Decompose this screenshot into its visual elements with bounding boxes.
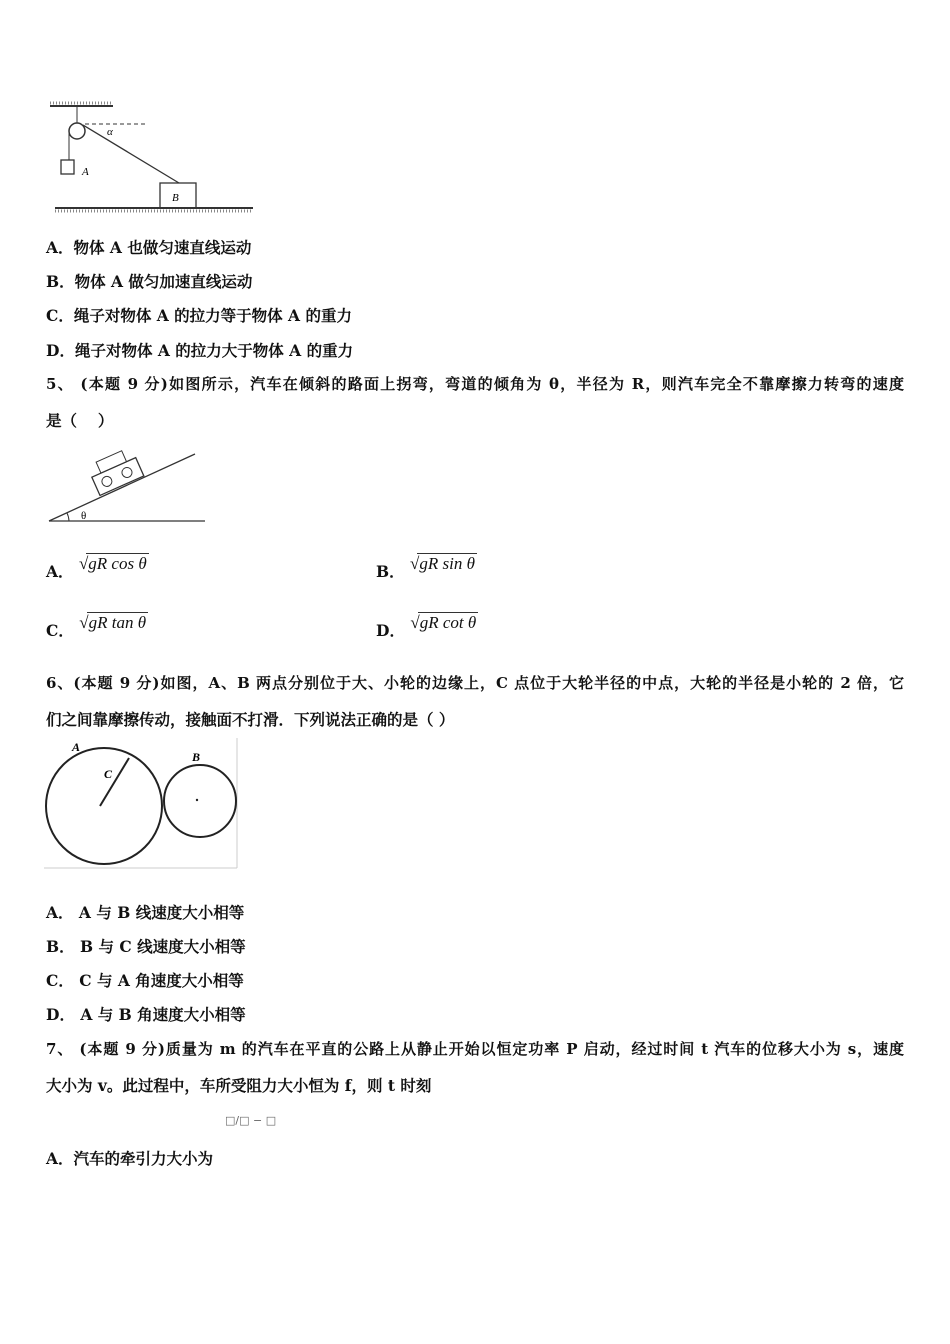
q7-question-line1: 7、 (本题 9 分)质量为 m 的汽车在平直的公路上从静止开始以恒定功率 P 启动，经过时间 t 汽车的位移大小为 s，速度 [46, 1040, 904, 1058]
label-a: A [72, 740, 81, 754]
q5-question-line1: 5、 (本题 9 分)如图所示，汽车在倾斜的路面上拐弯，弯道的倾角为 θ，半径为 R，则汽车完全不靠摩擦力转弯的速度 [46, 375, 904, 393]
q5-option-b[interactable]: B． √gR sin θ [376, 554, 475, 581]
q4-option-b: B．物体 A 做匀加速直线运动 [46, 272, 253, 291]
q5-option-a[interactable]: A． √gR cos θ [46, 554, 147, 581]
label-b: B [192, 750, 201, 764]
wheels-figure [44, 738, 240, 870]
option-expr: gR sin θ [419, 554, 475, 573]
q4-option-c: C．绳子对物体 A 的拉力等于物体 A 的重力 [46, 306, 352, 325]
angle-label: α [107, 126, 113, 138]
banked-road-figure [45, 440, 210, 530]
option-expr: gR tan θ [88, 613, 147, 632]
q4-option-a: A．物体 A 也做匀速直线运动 [46, 238, 252, 257]
option-label: A． [46, 562, 74, 581]
q5-option-c[interactable]: C． √gR tan θ [46, 613, 147, 640]
label-c: C [104, 767, 113, 781]
q7-option-a: A．汽车的牵引力大小为 [46, 1149, 214, 1168]
q6-question-line2: 们之间靠摩擦传动，接触面不打滑．下列说法正确的是（ ） [46, 710, 455, 729]
option-label: D． [376, 621, 405, 640]
q6-question-line1: 6、(本题 9 分)如图，A、B 两点分别位于大、小轮的边缘上，C 点位于大轮半径的中点，大轮的半径是小轮的 2 倍，它 [46, 674, 904, 692]
option-label: B． [376, 562, 405, 581]
q6-option-c: C． C 与 A 角速度大小相等 [46, 971, 244, 990]
q4-option-d: D．绳子对物体 A 的拉力大于物体 A 的重力 [46, 341, 354, 360]
option-expr: gR cos θ [88, 554, 147, 573]
label-a: A [82, 166, 89, 178]
label-b: B [172, 192, 179, 204]
option-expr: gR cot θ [419, 613, 477, 632]
q5-option-d[interactable]: D． √gR cot θ [376, 613, 477, 640]
theta-label: θ [81, 510, 87, 522]
q7-formula: □/□ − □ [225, 1114, 277, 1127]
q6-option-a: A． A 与 B 线速度大小相等 [46, 903, 245, 922]
q6-option-d: D． A 与 B 角速度大小相等 [46, 1005, 246, 1024]
q6-option-b: B． B 与 C 线速度大小相等 [46, 937, 246, 956]
option-label: C． [46, 621, 74, 640]
q7-question-line2: 大小为 v。此过程中，车所受阻力大小恒为 f，则 t 时刻 [46, 1076, 432, 1095]
pulley-figure [45, 98, 260, 218]
q5-question-line2: 是（ ） [46, 411, 114, 430]
